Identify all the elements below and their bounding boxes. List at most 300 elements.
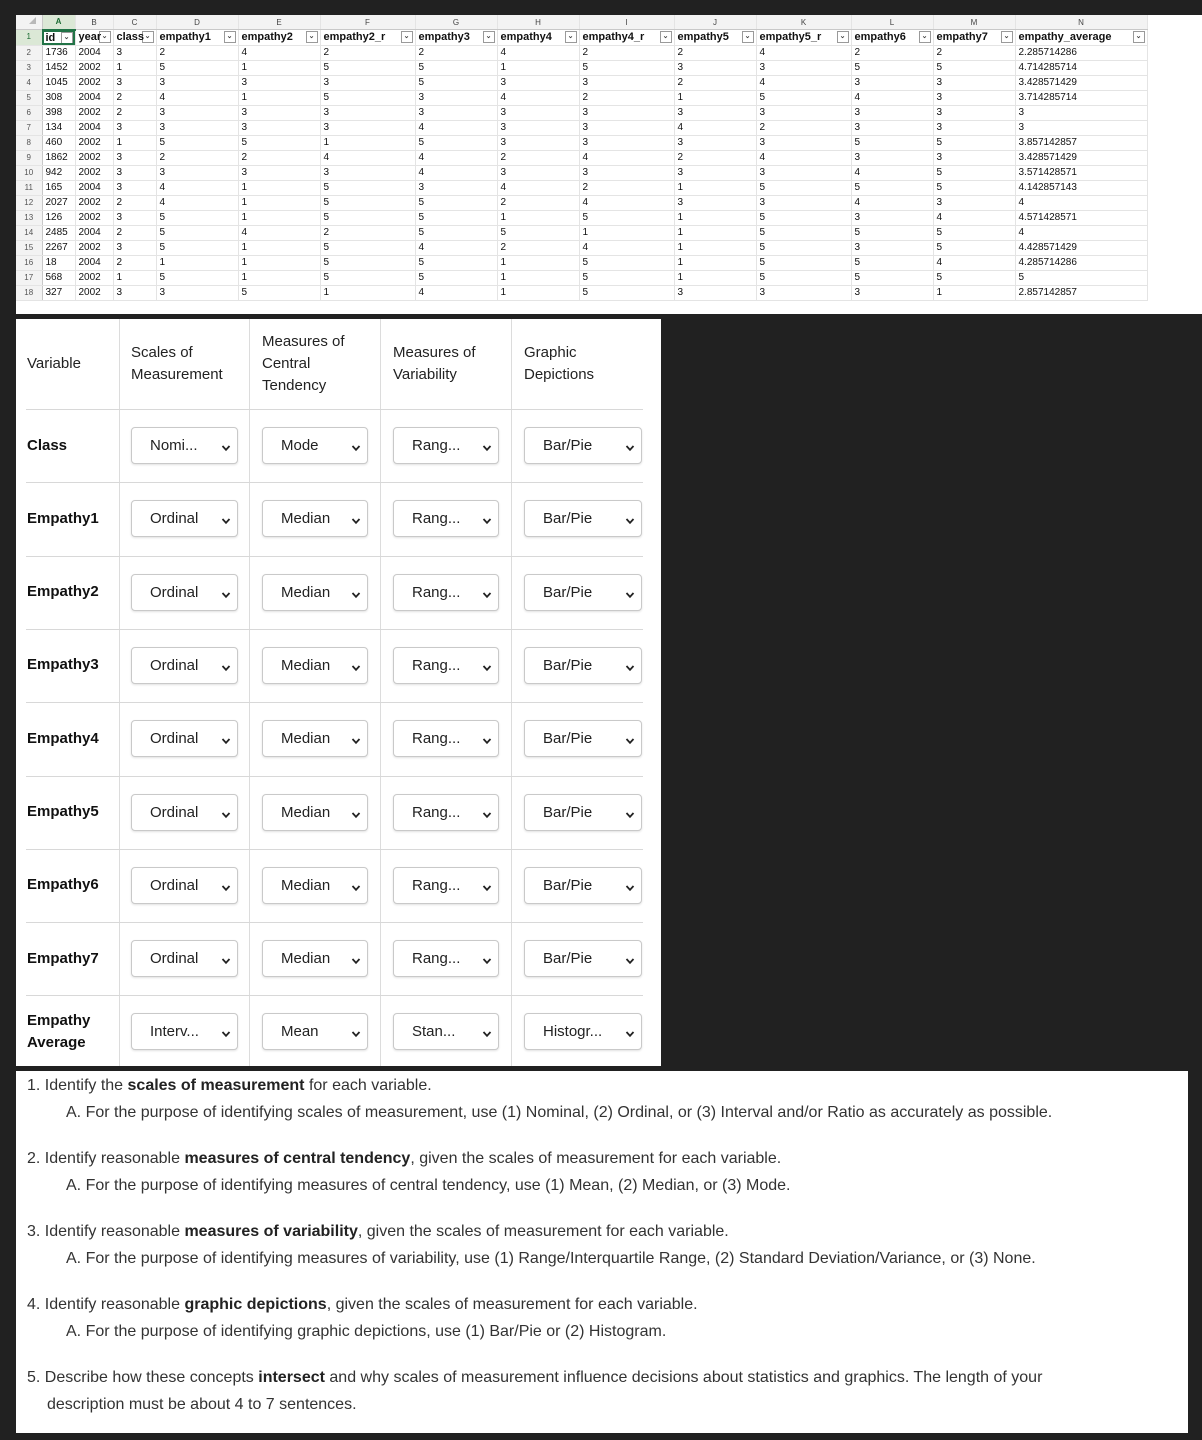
- variability-select[interactable]: [393, 867, 499, 904]
- table-cell[interactable]: 3: [156, 105, 238, 120]
- table-cell[interactable]: 1: [497, 270, 579, 285]
- table-cell[interactable]: 4: [497, 180, 579, 195]
- scale-of-measurement-select[interactable]: [131, 647, 238, 684]
- table-cell[interactable]: 3: [756, 165, 851, 180]
- table-cell[interactable]: 2: [113, 90, 156, 105]
- column-header[interactable]: M: [933, 15, 1015, 30]
- row-number[interactable]: 7: [16, 120, 42, 135]
- central-tendency-select[interactable]: [262, 940, 368, 977]
- table-cell[interactable]: 2: [113, 105, 156, 120]
- central-tendency-select[interactable]: [262, 500, 368, 537]
- row-number[interactable]: 18: [16, 285, 42, 300]
- table-cell[interactable]: 2004: [75, 225, 113, 240]
- table-cell[interactable]: 3: [415, 180, 497, 195]
- column-header[interactable]: A: [42, 15, 75, 30]
- field-header-cell[interactable]: [75, 30, 113, 46]
- column-header[interactable]: I: [579, 15, 674, 30]
- table-cell[interactable]: 4: [238, 45, 320, 60]
- table-cell[interactable]: 126: [42, 210, 75, 225]
- table-cell[interactable]: 5: [933, 180, 1015, 195]
- filter-dropdown-icon[interactable]: ⌄: [483, 31, 495, 43]
- table-cell[interactable]: 5: [415, 60, 497, 75]
- table-cell[interactable]: 2: [113, 225, 156, 240]
- table-cell[interactable]: 1: [238, 270, 320, 285]
- table-cell[interactable]: 3: [415, 105, 497, 120]
- table-cell[interactable]: 568: [42, 270, 75, 285]
- table-cell[interactable]: 3: [113, 150, 156, 165]
- table-cell[interactable]: 1: [674, 210, 756, 225]
- table-cell[interactable]: 1: [238, 210, 320, 225]
- table-cell[interactable]: 4: [933, 210, 1015, 225]
- table-cell[interactable]: 3: [113, 210, 156, 225]
- table-cell[interactable]: 5: [156, 60, 238, 75]
- table-cell[interactable]: 2002: [75, 270, 113, 285]
- table-cell[interactable]: 2: [579, 180, 674, 195]
- table-cell[interactable]: 4: [579, 240, 674, 255]
- scale-of-measurement-select[interactable]: [131, 720, 238, 757]
- table-cell[interactable]: 4.571428571: [1015, 210, 1147, 225]
- table-cell[interactable]: 5: [156, 240, 238, 255]
- table-cell[interactable]: 3: [674, 165, 756, 180]
- table-cell[interactable]: 3: [320, 75, 415, 90]
- table-cell[interactable]: 2002: [75, 165, 113, 180]
- table-cell[interactable]: 1: [320, 285, 415, 300]
- table-cell[interactable]: 3: [497, 75, 579, 90]
- table-cell[interactable]: 5: [851, 225, 933, 240]
- table-cell[interactable]: 1: [113, 270, 156, 285]
- column-header[interactable]: L: [851, 15, 933, 30]
- table-cell[interactable]: 4: [933, 255, 1015, 270]
- field-header-cell[interactable]: [579, 30, 674, 46]
- central-tendency-select[interactable]: [262, 867, 368, 904]
- central-tendency-select[interactable]: [262, 427, 368, 464]
- table-cell[interactable]: 5: [933, 165, 1015, 180]
- table-cell[interactable]: 3: [579, 120, 674, 135]
- table-cell[interactable]: 2: [674, 75, 756, 90]
- table-cell[interactable]: 5: [851, 60, 933, 75]
- table-cell[interactable]: 5: [320, 195, 415, 210]
- table-cell[interactable]: 4: [320, 150, 415, 165]
- table-cell[interactable]: 2002: [75, 210, 113, 225]
- table-cell[interactable]: 5: [933, 60, 1015, 75]
- table-cell[interactable]: 3: [674, 60, 756, 75]
- select-all-corner[interactable]: [16, 15, 42, 30]
- table-cell[interactable]: 5: [156, 210, 238, 225]
- field-header-cell[interactable]: [156, 30, 238, 46]
- table-cell[interactable]: 1: [238, 195, 320, 210]
- table-cell[interactable]: 5: [579, 255, 674, 270]
- table-cell[interactable]: 4: [415, 120, 497, 135]
- table-cell[interactable]: 4: [579, 195, 674, 210]
- table-cell[interactable]: 2004: [75, 180, 113, 195]
- table-cell[interactable]: 3.428571429: [1015, 150, 1147, 165]
- table-cell[interactable]: 5: [156, 270, 238, 285]
- table-cell[interactable]: 5: [1015, 270, 1147, 285]
- table-cell[interactable]: 3: [674, 195, 756, 210]
- table-cell[interactable]: 4: [415, 285, 497, 300]
- graphic-depiction-select[interactable]: [524, 574, 642, 611]
- table-cell[interactable]: 3.571428571: [1015, 165, 1147, 180]
- table-cell[interactable]: 3: [756, 60, 851, 75]
- table-cell[interactable]: 5: [579, 60, 674, 75]
- field-header-cell[interactable]: [320, 30, 415, 46]
- row-number[interactable]: 13: [16, 210, 42, 225]
- table-cell[interactable]: 4: [756, 45, 851, 60]
- table-cell[interactable]: 942: [42, 165, 75, 180]
- table-cell[interactable]: 3: [1015, 105, 1147, 120]
- row-number[interactable]: 3: [16, 60, 42, 75]
- table-cell[interactable]: 2002: [75, 105, 113, 120]
- table-cell[interactable]: 3: [238, 75, 320, 90]
- field-header-cell[interactable]: [113, 30, 156, 46]
- table-cell[interactable]: 1: [238, 60, 320, 75]
- row-number[interactable]: 11: [16, 180, 42, 195]
- row-number[interactable]: 15: [16, 240, 42, 255]
- table-cell[interactable]: 5: [933, 135, 1015, 150]
- table-cell[interactable]: 2002: [75, 285, 113, 300]
- table-cell[interactable]: 5: [415, 75, 497, 90]
- row-number[interactable]: 10: [16, 165, 42, 180]
- row-number[interactable]: 2: [16, 45, 42, 60]
- table-cell[interactable]: 5: [756, 225, 851, 240]
- table-cell[interactable]: 5: [320, 240, 415, 255]
- field-header-cell[interactable]: [415, 30, 497, 46]
- table-cell[interactable]: 2: [674, 45, 756, 60]
- table-cell[interactable]: 5: [851, 135, 933, 150]
- table-cell[interactable]: 5: [756, 255, 851, 270]
- table-cell[interactable]: 3: [113, 285, 156, 300]
- table-cell[interactable]: 3: [851, 285, 933, 300]
- table-cell[interactable]: 3: [933, 150, 1015, 165]
- field-header-cell[interactable]: [497, 30, 579, 46]
- table-cell[interactable]: 5: [156, 225, 238, 240]
- table-cell[interactable]: 3: [497, 105, 579, 120]
- row-number[interactable]: 16: [16, 255, 42, 270]
- field-header-cell[interactable]: [933, 30, 1015, 46]
- table-cell[interactable]: 1452: [42, 60, 75, 75]
- table-cell[interactable]: 3.857142857: [1015, 135, 1147, 150]
- table-cell[interactable]: 2: [497, 195, 579, 210]
- table-cell[interactable]: 2485: [42, 225, 75, 240]
- table-cell[interactable]: 2: [415, 45, 497, 60]
- table-cell[interactable]: 3: [579, 165, 674, 180]
- table-cell[interactable]: 2: [113, 195, 156, 210]
- graphic-depiction-select[interactable]: [524, 647, 642, 684]
- row-number[interactable]: 5: [16, 90, 42, 105]
- table-cell[interactable]: 3: [851, 120, 933, 135]
- column-header[interactable]: B: [75, 15, 113, 30]
- variability-select[interactable]: [393, 647, 499, 684]
- table-cell[interactable]: 3: [933, 120, 1015, 135]
- table-cell[interactable]: 4: [415, 240, 497, 255]
- table-cell[interactable]: 3: [674, 135, 756, 150]
- table-cell[interactable]: 1: [497, 210, 579, 225]
- table-cell[interactable]: 2002: [75, 195, 113, 210]
- table-cell[interactable]: 5: [320, 255, 415, 270]
- filter-dropdown-icon[interactable]: ⌄: [565, 31, 577, 43]
- table-cell[interactable]: 460: [42, 135, 75, 150]
- table-cell[interactable]: 1: [933, 285, 1015, 300]
- table-cell[interactable]: 1: [497, 60, 579, 75]
- filter-dropdown-icon[interactable]: ⌄: [142, 31, 154, 43]
- table-cell[interactable]: 4: [156, 90, 238, 105]
- row-number[interactable]: 4: [16, 75, 42, 90]
- table-cell[interactable]: 3: [756, 105, 851, 120]
- table-cell[interactable]: 5: [579, 270, 674, 285]
- table-cell[interactable]: 1736: [42, 45, 75, 60]
- table-cell[interactable]: 2: [156, 150, 238, 165]
- table-cell[interactable]: 3.714285714: [1015, 90, 1147, 105]
- filter-dropdown-icon[interactable]: ⌄: [61, 32, 73, 44]
- scale-of-measurement-select[interactable]: [131, 867, 238, 904]
- filter-dropdown-icon[interactable]: ⌄: [224, 31, 236, 43]
- table-cell[interactable]: 3: [113, 180, 156, 195]
- table-cell[interactable]: 308: [42, 90, 75, 105]
- table-cell[interactable]: 1: [238, 240, 320, 255]
- column-header[interactable]: H: [497, 15, 579, 30]
- filter-dropdown-icon[interactable]: ⌄: [306, 31, 318, 43]
- central-tendency-select[interactable]: [262, 1013, 368, 1050]
- table-cell[interactable]: 1: [497, 255, 579, 270]
- table-cell[interactable]: 3: [156, 165, 238, 180]
- table-cell[interactable]: 1: [674, 270, 756, 285]
- filter-dropdown-icon[interactable]: ⌄: [401, 31, 413, 43]
- row-number[interactable]: 12: [16, 195, 42, 210]
- table-cell[interactable]: 1: [320, 135, 415, 150]
- table-cell[interactable]: 4: [851, 195, 933, 210]
- row-number[interactable]: 17: [16, 270, 42, 285]
- table-cell[interactable]: 5: [933, 225, 1015, 240]
- table-cell[interactable]: 3: [851, 210, 933, 225]
- table-cell[interactable]: 3: [320, 120, 415, 135]
- table-cell[interactable]: 2: [497, 150, 579, 165]
- column-header[interactable]: J: [674, 15, 756, 30]
- filter-dropdown-icon[interactable]: ⌄: [1133, 31, 1145, 43]
- variability-select[interactable]: [393, 720, 499, 757]
- table-cell[interactable]: 4: [415, 150, 497, 165]
- table-cell[interactable]: 1: [674, 180, 756, 195]
- filter-dropdown-icon[interactable]: ⌄: [660, 31, 672, 43]
- table-cell[interactable]: 5: [320, 180, 415, 195]
- table-cell[interactable]: 2: [933, 45, 1015, 60]
- table-cell[interactable]: 1: [674, 240, 756, 255]
- table-cell[interactable]: 2: [156, 45, 238, 60]
- column-header[interactable]: D: [156, 15, 238, 30]
- table-cell[interactable]: 3: [113, 45, 156, 60]
- table-cell[interactable]: 3: [933, 75, 1015, 90]
- scale-of-measurement-select[interactable]: [131, 1013, 238, 1050]
- table-cell[interactable]: 3: [933, 90, 1015, 105]
- table-cell[interactable]: 1: [156, 255, 238, 270]
- table-cell[interactable]: 2: [238, 150, 320, 165]
- table-cell[interactable]: 2: [756, 120, 851, 135]
- variability-select[interactable]: [393, 500, 499, 537]
- table-cell[interactable]: 5: [579, 210, 674, 225]
- table-cell[interactable]: 1: [113, 135, 156, 150]
- table-cell[interactable]: 5: [415, 225, 497, 240]
- table-cell[interactable]: 2004: [75, 120, 113, 135]
- table-cell[interactable]: 3: [113, 75, 156, 90]
- table-cell[interactable]: 4: [156, 180, 238, 195]
- table-cell[interactable]: 165: [42, 180, 75, 195]
- table-cell[interactable]: 327: [42, 285, 75, 300]
- table-cell[interactable]: 4.428571429: [1015, 240, 1147, 255]
- scale-of-measurement-select[interactable]: [131, 940, 238, 977]
- table-cell[interactable]: 2: [320, 45, 415, 60]
- table-cell[interactable]: 1045: [42, 75, 75, 90]
- variability-select[interactable]: [393, 794, 499, 831]
- graphic-depiction-select[interactable]: [524, 720, 642, 757]
- table-cell[interactable]: 3: [156, 285, 238, 300]
- table-cell[interactable]: 3: [415, 90, 497, 105]
- table-cell[interactable]: 4: [851, 90, 933, 105]
- table-cell[interactable]: 3: [579, 75, 674, 90]
- table-cell[interactable]: 5: [497, 225, 579, 240]
- table-cell[interactable]: 5: [756, 180, 851, 195]
- table-cell[interactable]: 2: [674, 150, 756, 165]
- table-cell[interactable]: 134: [42, 120, 75, 135]
- filter-dropdown-icon[interactable]: ⌄: [1001, 31, 1013, 43]
- filter-dropdown-icon[interactable]: ⌄: [837, 31, 849, 43]
- table-cell[interactable]: 3: [674, 105, 756, 120]
- scale-of-measurement-select[interactable]: [131, 500, 238, 537]
- table-cell[interactable]: 2004: [75, 45, 113, 60]
- table-cell[interactable]: 1: [674, 255, 756, 270]
- table-cell[interactable]: 4: [851, 165, 933, 180]
- table-cell[interactable]: 3: [113, 165, 156, 180]
- variability-select[interactable]: [393, 1013, 499, 1050]
- row-number[interactable]: 8: [16, 135, 42, 150]
- table-cell[interactable]: 1: [579, 225, 674, 240]
- table-cell[interactable]: 5: [756, 240, 851, 255]
- table-cell[interactable]: 5: [320, 210, 415, 225]
- table-cell[interactable]: 4: [238, 225, 320, 240]
- table-cell[interactable]: 3: [156, 120, 238, 135]
- table-cell[interactable]: 2: [579, 45, 674, 60]
- table-cell[interactable]: 2004: [75, 255, 113, 270]
- table-cell[interactable]: 5: [320, 60, 415, 75]
- table-cell[interactable]: 5: [320, 270, 415, 285]
- variability-select[interactable]: [393, 427, 499, 464]
- table-cell[interactable]: 4: [579, 150, 674, 165]
- table-cell[interactable]: 5: [156, 135, 238, 150]
- table-cell[interactable]: 2.285714286: [1015, 45, 1147, 60]
- table-cell[interactable]: 3: [851, 150, 933, 165]
- central-tendency-select[interactable]: [262, 647, 368, 684]
- table-cell[interactable]: 5: [933, 240, 1015, 255]
- table-cell[interactable]: 3.428571429: [1015, 75, 1147, 90]
- central-tendency-select[interactable]: [262, 574, 368, 611]
- table-cell[interactable]: 2: [113, 255, 156, 270]
- table-cell[interactable]: 4.142857143: [1015, 180, 1147, 195]
- table-cell[interactable]: 5: [851, 270, 933, 285]
- table-cell[interactable]: 2002: [75, 240, 113, 255]
- table-cell[interactable]: 1: [674, 90, 756, 105]
- table-cell[interactable]: 4.285714286: [1015, 255, 1147, 270]
- table-cell[interactable]: 398: [42, 105, 75, 120]
- table-cell[interactable]: 2.857142857: [1015, 285, 1147, 300]
- graphic-depiction-select[interactable]: [524, 1013, 642, 1050]
- table-cell[interactable]: 3: [674, 285, 756, 300]
- table-cell[interactable]: 3: [851, 240, 933, 255]
- table-cell[interactable]: 3: [113, 120, 156, 135]
- table-cell[interactable]: 3: [320, 165, 415, 180]
- scale-of-measurement-select[interactable]: [131, 427, 238, 464]
- row-number[interactable]: 1: [16, 30, 42, 46]
- table-cell[interactable]: 4: [497, 45, 579, 60]
- filter-dropdown-icon[interactable]: ⌄: [919, 31, 931, 43]
- variability-select[interactable]: [393, 574, 499, 611]
- table-cell[interactable]: 2: [579, 90, 674, 105]
- table-cell[interactable]: 5: [756, 270, 851, 285]
- graphic-depiction-select[interactable]: [524, 867, 642, 904]
- table-cell[interactable]: 1862: [42, 150, 75, 165]
- table-cell[interactable]: 3: [1015, 120, 1147, 135]
- column-header[interactable]: F: [320, 15, 415, 30]
- table-cell[interactable]: 3: [933, 105, 1015, 120]
- graphic-depiction-select[interactable]: [524, 500, 642, 537]
- table-cell[interactable]: 3: [851, 75, 933, 90]
- column-header[interactable]: E: [238, 15, 320, 30]
- table-cell[interactable]: 3: [238, 165, 320, 180]
- table-cell[interactable]: 2: [497, 240, 579, 255]
- table-cell[interactable]: 2002: [75, 75, 113, 90]
- table-cell[interactable]: 3: [238, 105, 320, 120]
- table-cell[interactable]: 5: [415, 195, 497, 210]
- table-cell[interactable]: 3: [113, 240, 156, 255]
- table-cell[interactable]: 3: [497, 135, 579, 150]
- table-cell[interactable]: 5: [238, 285, 320, 300]
- table-cell[interactable]: 3: [156, 75, 238, 90]
- table-cell[interactable]: 5: [756, 90, 851, 105]
- graphic-depiction-select[interactable]: [524, 427, 642, 464]
- row-number[interactable]: 14: [16, 225, 42, 240]
- table-cell[interactable]: 2002: [75, 150, 113, 165]
- variability-select[interactable]: [393, 940, 499, 977]
- table-cell[interactable]: 5: [415, 270, 497, 285]
- table-cell[interactable]: 5: [415, 255, 497, 270]
- table-cell[interactable]: 3: [497, 120, 579, 135]
- table-cell[interactable]: 3: [851, 105, 933, 120]
- table-cell[interactable]: 3: [933, 195, 1015, 210]
- field-header-cell[interactable]: [756, 30, 851, 46]
- table-cell[interactable]: 5: [320, 90, 415, 105]
- table-cell[interactable]: 5: [851, 180, 933, 195]
- table-cell[interactable]: 1: [238, 255, 320, 270]
- table-cell[interactable]: 2002: [75, 135, 113, 150]
- column-header[interactable]: N: [1015, 15, 1147, 30]
- table-cell[interactable]: 4: [674, 120, 756, 135]
- column-header[interactable]: C: [113, 15, 156, 30]
- table-cell[interactable]: 5: [756, 210, 851, 225]
- table-cell[interactable]: 3: [579, 105, 674, 120]
- central-tendency-select[interactable]: [262, 794, 368, 831]
- column-header[interactable]: K: [756, 15, 851, 30]
- field-header-cell[interactable]: [674, 30, 756, 46]
- table-cell[interactable]: 4: [156, 195, 238, 210]
- graphic-depiction-select[interactable]: [524, 794, 642, 831]
- table-cell[interactable]: 5: [933, 270, 1015, 285]
- table-cell[interactable]: 4: [497, 90, 579, 105]
- central-tendency-select[interactable]: [262, 720, 368, 757]
- table-cell[interactable]: 3: [320, 105, 415, 120]
- row-number[interactable]: 9: [16, 150, 42, 165]
- scale-of-measurement-select[interactable]: [131, 574, 238, 611]
- table-cell[interactable]: 2004: [75, 90, 113, 105]
- table-cell[interactable]: 3: [238, 120, 320, 135]
- table-cell[interactable]: 1: [238, 180, 320, 195]
- column-header[interactable]: G: [415, 15, 497, 30]
